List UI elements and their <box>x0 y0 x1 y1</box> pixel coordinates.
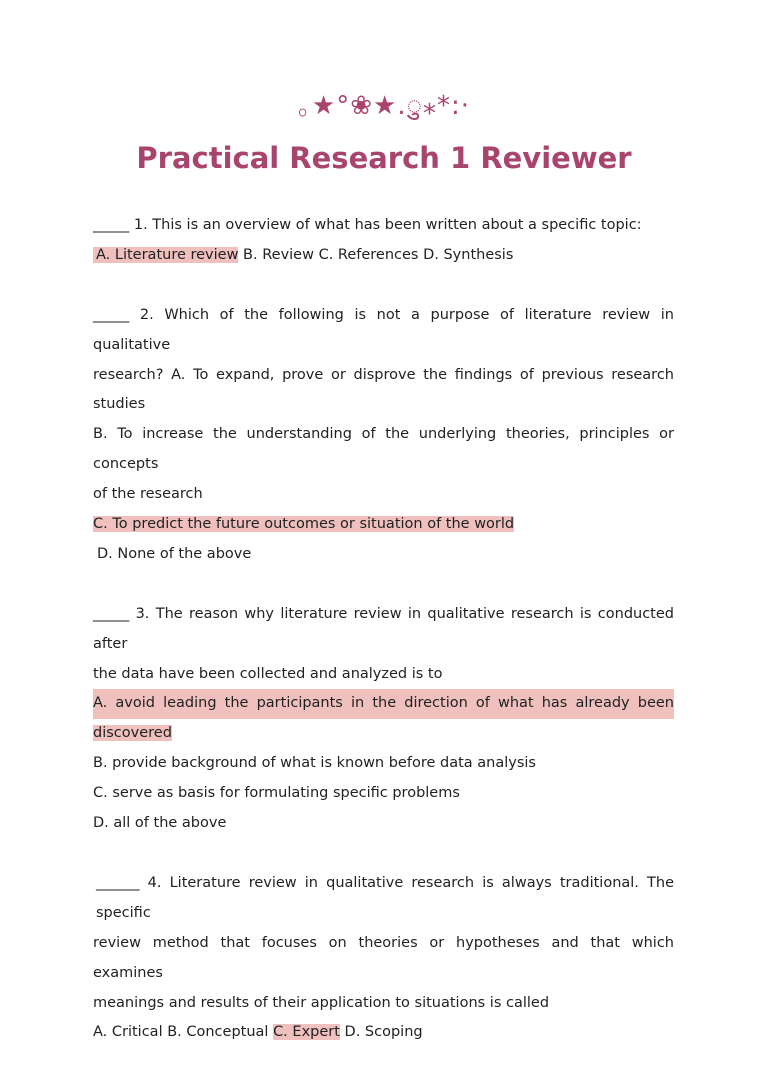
question-3-option-d: D. all of the above <box>93 815 227 832</box>
question-2-option-d: D. None of the above <box>97 545 252 562</box>
question-2-option-b-line-2: of the research <box>93 486 203 503</box>
question-1-other-options: B. Review C. References D. Synthesis <box>238 246 514 263</box>
question-4-answer-highlight: C. Expert <box>273 1024 340 1041</box>
question-4-options-after: D. Scoping <box>339 1024 423 1041</box>
question-3-stem-line-2: the data have been collected and analyzed is to <box>93 665 443 682</box>
decorative-symbols: ｡★°❀★.ु⁎*:· <box>297 91 471 121</box>
question-2-option-b-line-1: B. To increase the understanding of the underlying theories, principles or concepts <box>93 426 674 473</box>
question-4-options <box>93 1018 674 1048</box>
question-4 <box>93 869 674 1048</box>
question-3-option-b: B. provide background of what is known before data analysis <box>93 755 536 772</box>
question-4-stem-line-1: ______ 4. Literature review in qualitative research is always traditional. The specific <box>96 874 674 921</box>
question-3-answer-line-2 <box>93 719 674 749</box>
question-3 <box>93 600 674 839</box>
question-3-option-c: C. serve as basis for formulating specific problems <box>93 785 460 802</box>
question-1-stem: _____ 1. This is an overview of what has been written about a specific topic: <box>93 217 642 233</box>
question-3-stem-line-1: _____ 3. The reason why literature review in qualitative research is conducted after <box>93 605 674 652</box>
question-4-stem-line-2: review method that focuses on theories or hypotheses and that which examines <box>93 934 674 981</box>
question-2 <box>93 301 674 570</box>
question-2-stem-line-1: _____ 2. Which of the following is not a purpose of literature review in qualitative <box>93 306 674 353</box>
question-2-answer-line <box>93 510 674 540</box>
question-3-answer-highlight-line-2: discovered <box>93 725 172 742</box>
page-title: Practical Research 1 Reviewer <box>136 141 632 175</box>
question-1-answer-highlight: A. Literature review <box>93 247 238 263</box>
question-2-stem-line-2: research? A. To expand, prove or disprove the findings of previous research studies <box>93 366 674 413</box>
question-3-answer-highlight-line-1: A. avoid leading the participants in the direction of what has already been <box>93 689 674 719</box>
question-1 <box>93 211 674 271</box>
question-1-options <box>93 241 674 271</box>
question-list <box>93 211 674 1078</box>
question-2-answer-highlight: C. To predict the future outcomes or situation of the world <box>93 516 515 533</box>
question-4-options-before: A. Critical B. Conceptual <box>93 1024 274 1041</box>
question-4-stem-line-3: meanings and results of their application to situations is called <box>93 994 550 1011</box>
